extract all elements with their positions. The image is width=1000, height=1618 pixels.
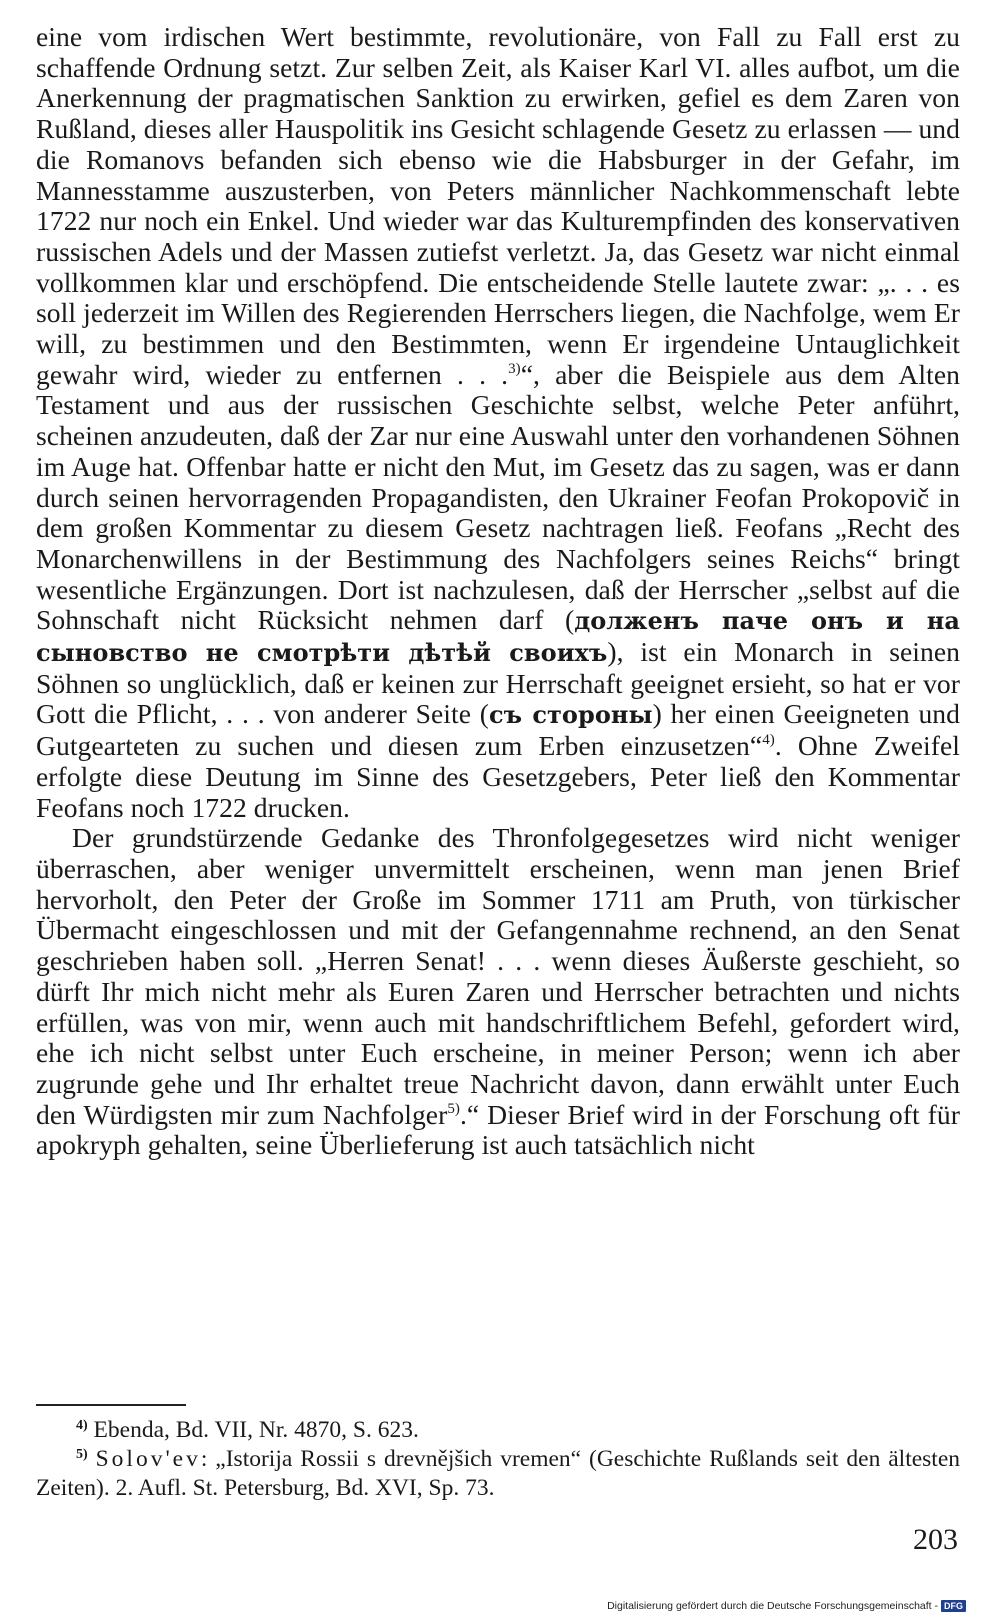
- dfg-logo: DFG: [941, 1600, 966, 1612]
- paragraph-1-text-c: ), ist ein Monarch in seinen Söhnen so unglücklich, daß er keinen zur Herrschaft geeignet ersieht, so hat er vor Gott die Pflicht, . . . von anderer Seite (: [36, 636, 961, 730]
- footnote-5-author: Solov'ev: [95, 1446, 201, 1472]
- paragraph-1-text-d: ) her einen Geeigneten und Gutgearteten zu suchen und diesen zum Erben einzusetzen“: [36, 698, 960, 762]
- footnote-4: [36, 1416, 960, 1445]
- footnote-4-mark: 4): [76, 1418, 88, 1433]
- footnote-5: [36, 1445, 960, 1503]
- footnotes: [36, 1416, 960, 1503]
- paragraph-2: [36, 823, 960, 1161]
- page-number: 203: [913, 1523, 958, 1556]
- footnote-4-text: Ebenda, Bd. VII, Nr. 4870, S. 623.: [87, 1417, 419, 1443]
- footnote-ref-3: 3): [508, 360, 521, 377]
- russian-quote-1: долженъ паче онъ и на сыновство не смотрѣти дѣтѣй своихъ: [36, 606, 960, 668]
- paragraph-1-text-b: “, aber die Beispiele aus dem Alten Testament und aus der russischen Geschichte selbst, welche Peter anführt, scheinen anzudeuten, daß der Zar nur eine Auswahl unter den vorhandenen Söhnen im Auge hat. Offenbar hatte er nicht den Mut, im Gesetz das zu sagen, was er dann durch seinen hervorragenden Propagandisten, den Ukrainer Feofan Prokopovič in dem großen Kommentar zu diesem Gesetz nachtragen ließ. Feofans „Recht des Monarchenwillens in der Bestimmung des Nachfolgers seines Reichs“ bringt wesentliche Ergänzungen. Dort ist nachzulesen, daß der Herrscher „selbst auf die Sohnschaft nicht Rücksicht nehmen darf (: [36, 358, 960, 636]
- paragraph-1-text-a: eine vom irdischen Wert bestimmte, revolutionäre, von Fall zu Fall erst zu schaffende Ordnung setzt. Zur selben Zeit, als Kaiser Karl VI. alles aufbot, um die Anerkennung der pragmatischen Sanktion zu erwirken, gefiel es dem Zaren von Rußland, dieses aller Hauspolitik ins Gesicht schlagende Gesetz zu erlassen — und die Romanovs befanden sich ebenso wie die Habsburger in der Gefahr, im Mannesstamme auszusterben, von Peters männlicher Nachkommenschaft lebte 1722 nur noch ein Enkel. Und wieder war das Kulturempfinden des konservativen russischen Adels und der Massen zutiefst verletzt. Ja, das Gesetz war nicht einmal vollkommen klar und erschöpfend. Die entscheidende Stelle lautete zwar: „. . . es soll jederzeit im Willen des Regierenden Herrschers liegen, die Nachfolge, wem Er will, zu bestimmen und den Bestimmten, wenn Er irgendeine Untauglichkeit gewahr wird, wieder zu entfernen . . .: [36, 21, 960, 390]
- footnote-ref-5: 5): [447, 1100, 460, 1117]
- paragraph-1-text-e: . Ohne Zweifel erfolgte diese Deutung im Sinne des Gesetzgebers, Peter ließ den Kommentar Feofans noch 1722 drucken.: [36, 730, 960, 823]
- footnote-ref-4: 4): [762, 732, 775, 749]
- russian-quote-2: съ стороны: [489, 700, 653, 730]
- footnote-5-mark: 5): [76, 1447, 88, 1462]
- paragraph-2-text-a: Der grundstürzende Gedanke des Thronfolgegesetzes wird nicht weniger überraschen, aber weniger unvermittelt erscheinen, wenn man jenen Brief hervorholt, den Peter der Große im Sommer 1711 am Pruth, von türkischer Übermacht eingeschlossen und mit der Gefangennahme rechnend, an den Senat geschrieben haben soll. „Herren Senat! . . . wenn dieses Äußerste geschieht, so dürft Ihr mich nicht mehr als Euren Zaren und Herrscher betrachten und nichts erfüllen, was von mir, wenn auch mit handschriftlichem Befehl, gefordert wird, ehe ich nicht selbst unter Euch erscheine, in meiner Person; wenn ich aber zugrunde gehe und Ihr erhaltet treue Nachricht davon, dann erwählt unter Euch den Würdigsten mir zum Nachfolger: [36, 822, 960, 1130]
- credit-text: Digitalisierung gefördert durch die Deutsche Forschungsgemeinschaft -: [607, 1600, 938, 1612]
- paragraph-2-text-b: .“ Dieser Brief wird in der Forschung oft für apokryph gehalten, seine Überlieferung ist auch tatsächlich nicht: [36, 1098, 961, 1161]
- document-page: [36, 22, 960, 1161]
- footnote-5-text: : „Istorija Rossii s drevnějšich vremen“ (Geschichte Rußlands seit den ältesten Zeiten). 2. Aufl. St. Petersburg, Bd. XVI, Sp. 73.: [36, 1446, 961, 1501]
- paragraph-1: [36, 22, 960, 823]
- digitization-credit: [607, 1599, 966, 1613]
- footnote-divider: [36, 1404, 186, 1406]
